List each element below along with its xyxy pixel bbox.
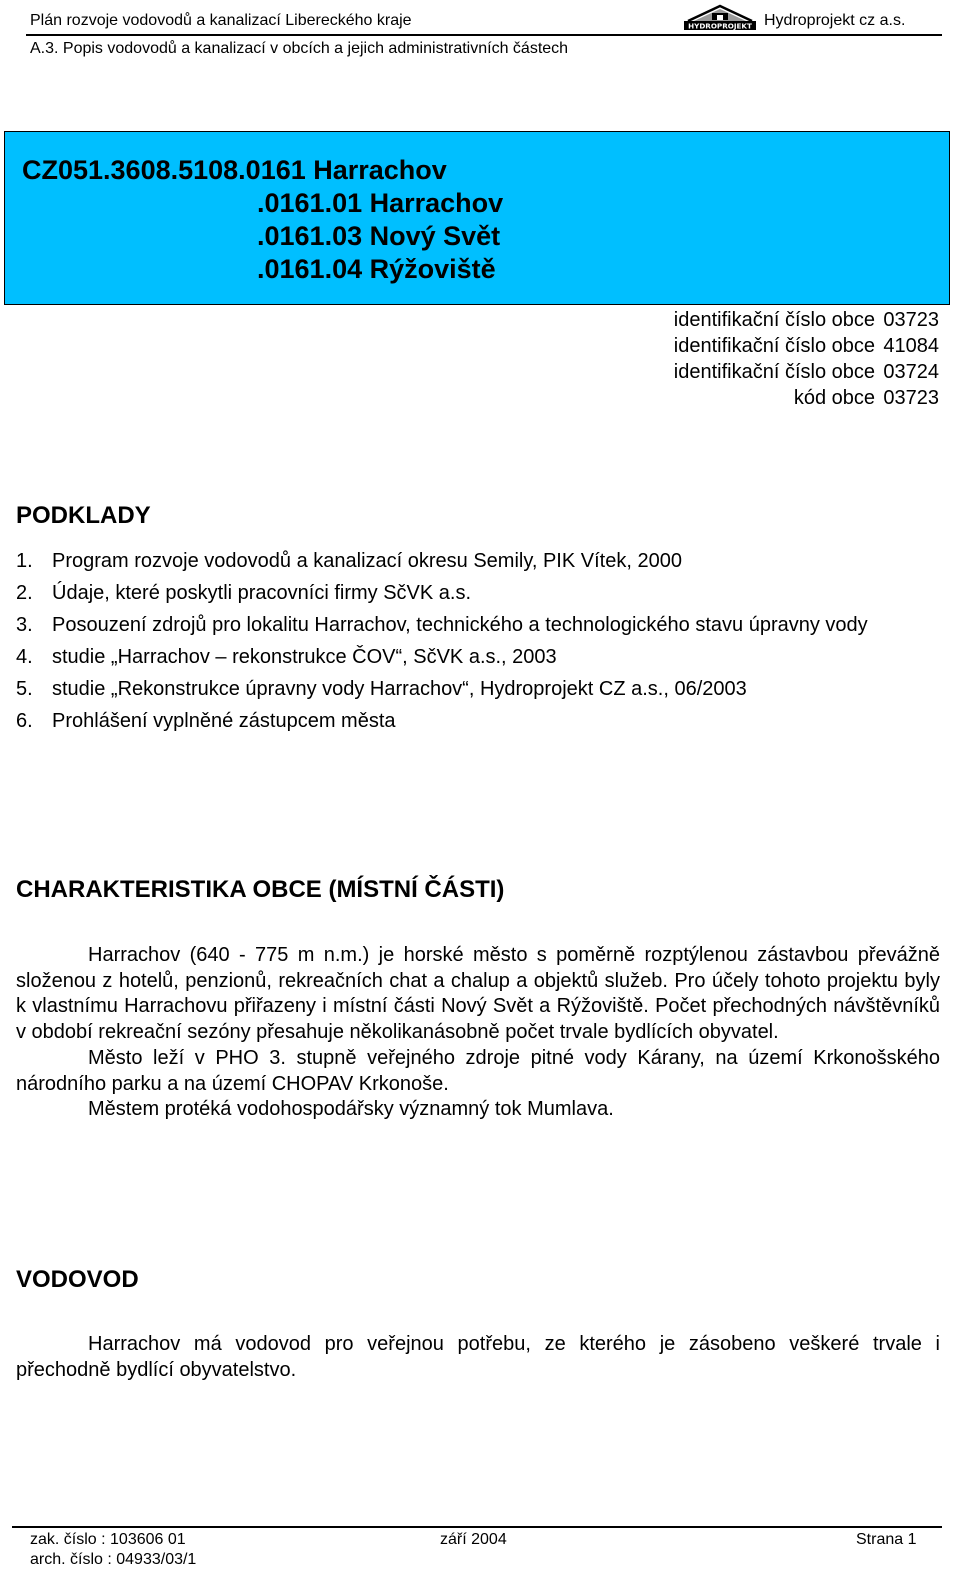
id-code-row	[674, 333, 939, 359]
id-code-row	[674, 307, 939, 333]
paragraph: Harrachov (640 - 775 m n.m.) je horské město s poměrně rozptýlenou zástavbou převážně složenou z hotelů, penzionů, rekreačních chat a chalup a objektů služeb. Pro účely tohoto projektu byly k vlastnímu Harrachovu přiřazeny i místní části Nový Svět a Rýžoviště. Počet přechodných návštěvníků v období rekreační sezóny přesahuje několikanásobně počet trvale bydlících obyvatel.	[16, 944, 940, 1044]
list-item	[16, 548, 940, 574]
list-item-text: Prohlášení vyplněné zástupcem města	[52, 710, 396, 732]
list-item-number: 5.	[16, 678, 33, 700]
list-item-number: 4.	[16, 646, 33, 668]
id-code-label: identifikační číslo obce	[673, 361, 875, 383]
list-item-number: 1.	[16, 550, 33, 572]
list-item-text: studie „Harrachov – rekonstrukce ČOV“, SčVK a.s., 2003	[52, 646, 557, 668]
list-item-number: 3.	[16, 614, 33, 636]
characteristics-text	[16, 943, 940, 1123]
hydroprojekt-logo	[684, 2, 756, 30]
order-number: zak. číslo : 103606 01	[30, 1531, 186, 1548]
list-item	[16, 612, 940, 638]
paragraph: Městem protéká vodohospodářsky významný tok Mumlava.	[88, 1098, 614, 1121]
document-date: září 2004	[440, 1531, 507, 1548]
paragraph: Město leží v PHO 3. stupně veřejného zdroje pitné vody Kárany, na území Krkonošského národního parku a na území CHOPAV Krkonoše.	[16, 1046, 940, 1095]
municipality-part-line: .0161.01 Harrachov	[257, 188, 504, 218]
water-supply-heading: VODOVOD	[16, 1266, 139, 1293]
id-code-value: 03723	[883, 309, 939, 331]
id-codes-list	[674, 307, 939, 411]
company-name: Hydroprojekt cz a.s.	[764, 12, 906, 29]
municipality-part-line: .0161.03 Nový Svět	[257, 221, 501, 251]
logo-text: HYDROPROJEKT	[688, 21, 752, 30]
list-item	[16, 676, 940, 702]
municipality-part-line: .0161.04 Rýžoviště	[257, 254, 496, 284]
list-item	[16, 580, 940, 606]
id-code-row	[674, 385, 939, 411]
id-code-label: identifikační číslo obce	[673, 335, 875, 357]
archive-number: arch. číslo : 04933/03/1	[30, 1551, 197, 1568]
list-item-text: studie „Rekonstrukce úpravny vody Harrachov“, Hydroprojekt CZ a.s., 06/2003	[52, 678, 747, 700]
id-code-value: 03724	[883, 361, 939, 383]
id-code-label: identifikační číslo obce	[673, 309, 875, 331]
id-code-row	[674, 359, 939, 385]
municipality-id-line: CZ051.3608.5108.0161 Harrachov	[22, 155, 447, 185]
list-item	[16, 708, 940, 734]
characteristics-heading: CHARAKTERISTIKA OBCE (MÍSTNÍ ČÁSTI)	[16, 876, 505, 903]
header-rule	[26, 34, 942, 36]
paragraph: Harrachov má vodovod pro veřejnou potřebu, ze kterého je zásobeno veškeré trvale i přechodně bydlící obyvatelstvo.	[16, 1333, 940, 1381]
list-item-text: Posouzení zdrojů pro lokalitu Harrachov, technického a technologického stavu úpravny vody	[52, 614, 868, 636]
list-item-text: Údaje, které poskytli pracovníci firmy SčVK a.s.	[52, 582, 472, 604]
sources-list	[16, 548, 940, 740]
water-supply-text	[16, 1332, 940, 1383]
section-title: A.3. Popis vodovodů a kanalizací v obcích a jejich administrativních částech	[30, 40, 569, 57]
id-code-value: 41084	[883, 335, 939, 357]
document-title: Plán rozvoje vodovodů a kanalizací Libereckého kraje	[30, 12, 412, 29]
id-code-value: 03723	[883, 387, 939, 409]
id-code-label: kód obce	[793, 387, 875, 409]
list-item	[16, 644, 940, 670]
sources-heading: PODKLADY	[16, 502, 151, 529]
list-item-text: Program rozvoje vodovodů a kanalizací okresu Semily, PIK Vítek, 2000	[52, 550, 682, 572]
footer-rule	[12, 1526, 942, 1528]
page-number: Strana 1	[856, 1531, 917, 1548]
list-item-number: 2.	[16, 582, 33, 604]
list-item-number: 6.	[16, 710, 33, 732]
